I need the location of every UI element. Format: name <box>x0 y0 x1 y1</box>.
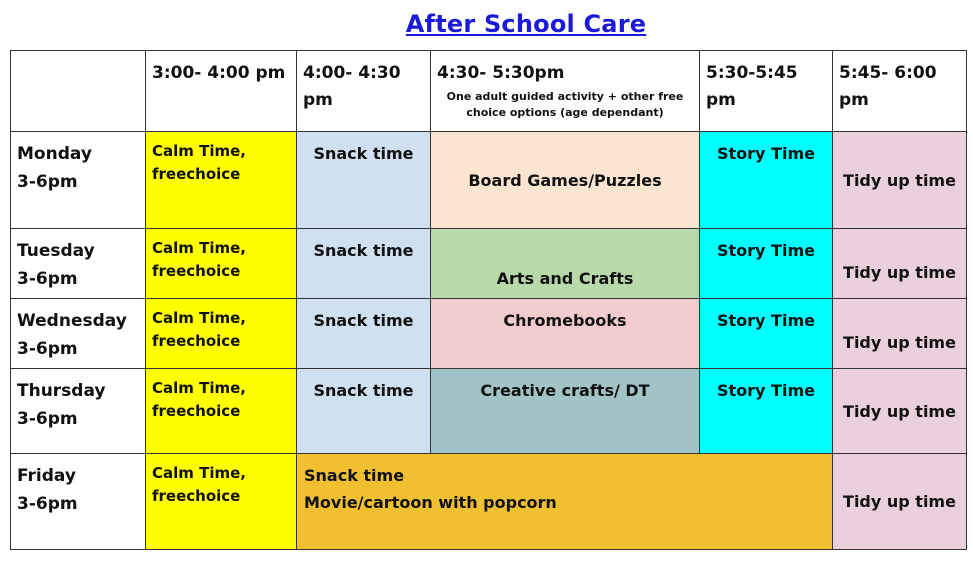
tidy-cell: Tidy up time <box>833 299 967 369</box>
header-row <box>11 51 967 132</box>
friday-snack: Snack time <box>304 466 405 485</box>
activity-cell: Board Games/Puzzles <box>431 132 700 229</box>
header-slot-3-time: 4:30- 5:30pm <box>437 63 565 83</box>
day-cell <box>11 299 146 369</box>
story-cell: Story Time <box>700 299 833 369</box>
row-friday <box>11 454 967 550</box>
day-hours: 3-6pm <box>17 494 78 514</box>
day-cell <box>11 369 146 454</box>
tidy-cell: Tidy up time <box>833 454 967 550</box>
friday-movie: Movie/cartoon with popcorn <box>304 493 557 512</box>
day-hours: 3-6pm <box>17 409 78 429</box>
day-name: Wednesday <box>17 311 127 331</box>
tidy-cell: Tidy up time <box>833 132 967 229</box>
header-slot-5: 5:45- 6:00 pm <box>833 51 967 132</box>
day-hours: 3-6pm <box>17 339 78 359</box>
day-cell <box>11 132 146 229</box>
row-tuesday <box>11 229 967 299</box>
schedule-table <box>10 50 967 550</box>
header-slot-4: 5:30-5:45 pm <box>700 51 833 132</box>
day-name: Thursday <box>17 381 106 401</box>
snack-cell: Snack time <box>297 369 431 454</box>
day-cell <box>11 229 146 299</box>
calm-cell: Calm Time, freechoice <box>146 229 297 299</box>
header-slot-3-note: One adult guided activity + other free choice options (age dependant) <box>446 90 684 119</box>
header-slot-1: 3:00- 4:00 pm <box>146 51 297 132</box>
snack-cell: Snack time <box>297 229 431 299</box>
story-cell: Story Time <box>700 229 833 299</box>
row-monday <box>11 132 967 229</box>
story-cell: Story Time <box>700 132 833 229</box>
day-name: Monday <box>17 144 92 164</box>
snack-cell: Snack time <box>297 299 431 369</box>
header-slot-2: 4:00- 4:30 pm <box>297 51 431 132</box>
calm-cell: Calm Time, freechoice <box>146 299 297 369</box>
friday-activity-cell <box>297 454 833 550</box>
day-hours: 3-6pm <box>17 269 78 289</box>
story-cell: Story Time <box>700 369 833 454</box>
day-name: Tuesday <box>17 241 95 261</box>
snack-cell: Snack time <box>297 132 431 229</box>
activity-cell: Creative crafts/ DT <box>431 369 700 454</box>
page-title: After School Care <box>405 10 647 38</box>
row-thursday <box>11 369 967 454</box>
day-cell <box>11 454 146 550</box>
day-hours: 3-6pm <box>17 172 78 192</box>
activity-cell: Arts and Crafts <box>431 229 700 299</box>
day-name: Friday <box>17 466 76 486</box>
calm-cell: Calm Time, freechoice <box>146 454 297 550</box>
header-slot-3 <box>431 51 700 132</box>
header-corner <box>11 51 146 132</box>
calm-cell: Calm Time, freechoice <box>146 132 297 229</box>
calm-cell: Calm Time, freechoice <box>146 369 297 454</box>
activity-cell: Chromebooks <box>431 299 700 369</box>
tidy-cell: Tidy up time <box>833 229 967 299</box>
tidy-cell: Tidy up time <box>833 369 967 454</box>
row-wednesday <box>11 299 967 369</box>
